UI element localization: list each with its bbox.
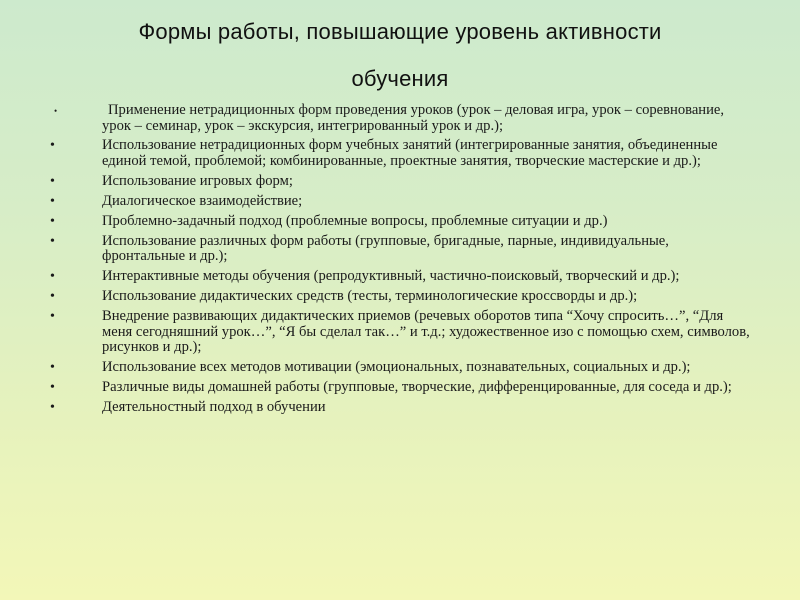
list-item xyxy=(50,360,750,376)
slide-title: Формы работы, повышающие уровень активности xyxy=(138,19,662,44)
list-item-text: Использование игровых форм; xyxy=(102,172,293,189)
list-item xyxy=(50,380,750,396)
slide-title-continued: обучения xyxy=(351,66,449,91)
list-item xyxy=(50,194,750,210)
list-item xyxy=(50,400,750,416)
list-item xyxy=(50,309,750,356)
list-item-text: Использование всех методов мотивации (эмоциональных, познавательных, социальных и др.); xyxy=(102,358,691,375)
list-item-text: Применение нетрадиционных форм проведения уроков (урок – деловая игра, урок – соревнование, урок – семинар, урок – экскурсия, интегрированный урок и др.); xyxy=(102,102,725,134)
list-item xyxy=(50,289,750,305)
bullet-icon: • xyxy=(50,193,55,209)
list-item-text: Использование различных форм работы (групповые, бригадные, парные, индивидуальные, фронтальные и др.); xyxy=(102,232,669,265)
bullet-icon: • xyxy=(50,399,55,415)
list-item xyxy=(50,214,750,230)
list-item-text: Интерактивные методы обучения (репродуктивный, частично-поисковый, творческий и др.); xyxy=(102,268,680,285)
list-item xyxy=(50,234,750,265)
bullet-icon: • xyxy=(50,289,55,305)
list-item-text: Диалогическое взаимодействие; xyxy=(102,192,303,209)
list-item-text: Проблемно-задачный подход (проблемные вопросы, проблемные ситуации и др.) xyxy=(102,212,608,229)
list-item-text: Использование дидактических средств (тесты, терминологические кроссворды и др.); xyxy=(102,288,638,305)
list-item-text: Различные виды домашней работы (групповые, творческие, дифференцированные, для соседа и др.); xyxy=(102,378,732,395)
bullet-icon: • xyxy=(50,233,55,249)
bullet-icon: • xyxy=(50,308,55,324)
list-item xyxy=(50,174,750,190)
bullet-icon: • xyxy=(50,138,55,154)
bullet-icon: • xyxy=(50,379,55,395)
bullet-icon: • xyxy=(50,359,55,375)
list-item-text: Внедрение развивающих дидактических приемов (речевых оборотов типа “Хочу спросить…”, “Для меня сегодняшний урок…”, “Я бы сделал так…” и т.д.; художественное изо с помощью схем, символов, рисунков и др.); xyxy=(102,307,750,356)
list-item xyxy=(50,138,750,169)
bullet-list xyxy=(50,103,750,420)
list-item-text: Использование нетрадиционных форм учебных занятий (интегрированные занятия, объединенные единой темой, проблемой; комбинированные, проектные занятия, творческие мастерские и др.); xyxy=(102,137,718,170)
bullet-icon: • xyxy=(54,106,58,116)
list-item xyxy=(50,269,750,285)
bullet-icon: • xyxy=(50,269,55,285)
bullet-icon: • xyxy=(50,213,55,229)
bullet-icon: • xyxy=(50,173,55,189)
list-item xyxy=(50,103,750,134)
list-item-text: Деятельностный подход в обучении xyxy=(102,398,326,415)
